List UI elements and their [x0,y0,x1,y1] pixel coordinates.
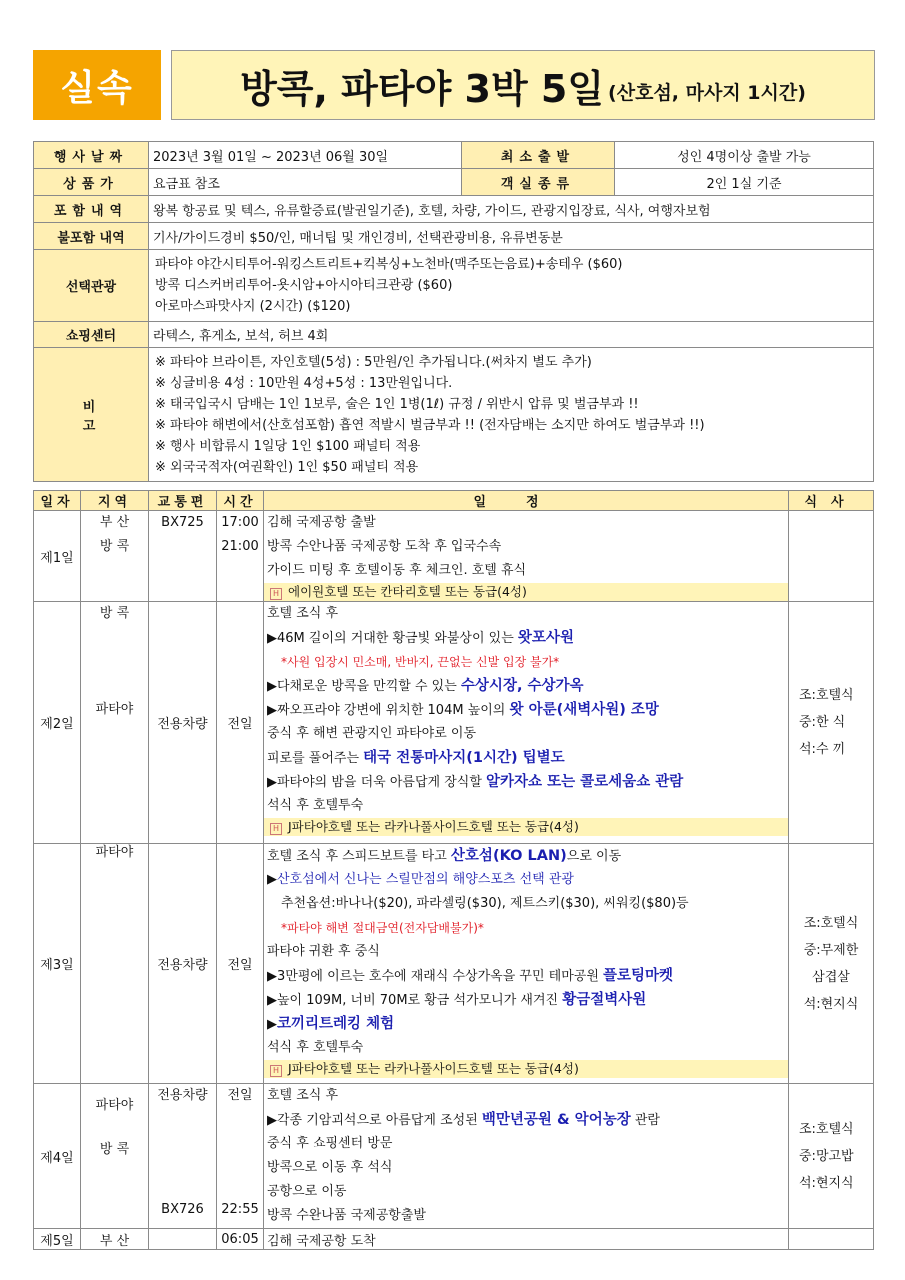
day4-region-2: 방 콕 [99,1142,130,1157]
day2-region-2: 파타야 [95,702,134,717]
shopping-label: 쇼핑센터 [34,322,149,348]
day4-line: 호텔 조식 후 [267,1088,339,1103]
highlight-text: 왓 아룬(새벽사원) 조망 [509,702,659,718]
day4-line: 공항으로 이동 [267,1184,347,1199]
day2-lunch: 중:한 식 [799,715,846,730]
day2-region [81,602,149,844]
day5-schedule: 김해 국제공항 도착 [264,1229,789,1250]
day1-line: 가이드 미팅 후 호텔이동 후 체크인. 호텔 휴식 [267,563,527,578]
day4-label: 제4일 [34,1084,81,1229]
hotel-icon: H [270,588,282,600]
day2-line: ▶짜오프라야 강변에 위치한 104M 높이의 왓 아룬(새벽사원) 조망 [267,702,659,718]
day3-transport: 전용차량 [149,844,217,1084]
itinerary-table [33,490,874,1250]
included-label: 포함내역 [34,196,149,223]
day4-line: 방콕으로 이동 후 석식 [267,1160,393,1175]
col-meal-header: 식사 [789,491,874,511]
price-value: 요금표 참조 [149,169,462,196]
day2-line: 중식 후 해변 관광지인 파타야로 이동 [267,726,477,741]
day2-time: 전일 [217,602,264,844]
day3-line: 호텔 조식 후 스피드보트를 타고 산호섬(KO LAN)으로 이동 [267,848,622,864]
highlight-text: 산호섬에서 신나는 스릴만점의 해양스포츠 선택 관광 [277,872,574,887]
included-value: 왕복 항공료 및 텍스, 유류할증료(발권일기준), 호텔, 차량, 가이드, 관광지입장료, 식사, 여행자보험 [149,196,874,223]
day5-time: 06:05 [217,1229,264,1250]
options-label: 선택관광 [34,250,149,322]
option-item: 파타야 야간시티투어-워킹스트리트+킥복싱+노천바(맥주또는음료)+송테우 ($60) [155,257,623,272]
day4-line: 중식 후 쇼핑센터 방문 [267,1136,393,1151]
day2-warning: *사원 입장시 민소매, 반바지, 끈없는 신발 입장 불가* [281,655,560,669]
min-departure-value: 성인 4명이상 출발 가능 [615,142,874,169]
page-title [171,50,875,120]
day4-transport [149,1084,217,1229]
info-table [33,141,874,482]
day2-row [34,602,874,844]
day3-line: ▶3만평에 이르는 호수에 재래식 수상가옥을 꾸민 테마공원 플로팅마켓 [267,968,674,984]
day1-region-1: 부 산 [99,515,130,530]
min-departure-label: 최소출발 [462,142,615,169]
day1-flight: BX725 [161,515,204,530]
day3-meal [789,844,874,1084]
itinerary-header-row [34,491,874,511]
day1-hotel [264,583,788,601]
day4-lunch: 중:망고밥 [799,1148,854,1164]
day2-hotel-text: J파타야호텔 또는 라카나풀사이드호텔 또는 동급(4성) [288,819,579,834]
period-value: 2023년 3월 01일 ~ 2023년 06월 30일 [149,142,462,169]
day2-line: ▶46M 길이의 거대한 황금빛 와불상이 있는 왓포사원 [267,630,574,646]
col-day-header: 일자 [34,491,81,511]
day2-region-1: 방 콕 [99,606,130,621]
title-subtitle: (산호섬, 마사지 1시간) [608,81,806,104]
day4-line: ▶각종 기암괴석으로 아름답게 조성된 백만년공원 & 악어농장 관람 [267,1112,660,1128]
hotel-icon: H [270,823,282,835]
day5-transport [149,1229,217,1250]
day4-region [81,1084,149,1229]
day3-line: 추천옵션:바나나($20), 파라셀링($30), 제트스키($30), 씨워킹($80)등 [281,896,689,911]
day3-line: 파타야 귀환 후 중식 [267,944,380,959]
note-item: ※ 파타야 해변에서(산호섬포함) 흡연 적발시 벌금부과 !! (전자담배는 소지만 하여도 벌금부과 !!) [155,417,705,433]
info-row-excluded [34,223,874,250]
day4-breakfast: 조:호텔식 [799,1121,854,1137]
highlight-text: 수상시장, 수상가옥 [460,678,584,694]
day2-line: ▶파타야의 밤을 더욱 아름답게 장식할 알카자쇼 또는 콜로세움쇼 관람 [267,774,684,790]
day1-meal [789,511,874,602]
day3-row [34,844,874,1084]
day4-transport-1: 전용차량 [157,1088,208,1103]
day5-meal [789,1229,874,1250]
period-label: 행사날짜 [34,142,149,169]
day5-label: 제5일 [34,1229,81,1250]
day2-dinner: 석:수 끼 [799,742,846,757]
day3-hotel-text: J파타야호텔 또는 라카나풀사이드호텔 또는 동급(4성) [288,1061,579,1076]
options-list [149,250,874,322]
highlight-text: 태국 전통마사지(1시간) 팁별도 [363,750,565,766]
info-row-price [34,169,874,196]
day4-dinner: 석:현지식 [799,1175,854,1191]
day2-label: 제2일 [34,602,81,844]
day4-time-1: 전일 [227,1088,253,1103]
day4-meal [789,1084,874,1229]
note-item: ※ 싱글비용 4성 : 10만원 4성+5성 : 13만원입니다. [155,375,453,391]
hotel-icon: H [270,1065,282,1077]
day4-schedule [264,1084,789,1229]
option-item: 방콕 디스커버리투어-욧시암+아시아티크관광 ($60) [155,278,453,293]
highlight-text: 알카자쇼 또는 콜로세움쇼 관람 [486,774,684,790]
highlight-text: 코끼리트레킹 체험 [277,1016,395,1032]
day2-hotel [264,818,788,836]
info-row-included [34,196,874,223]
day3-line: ▶산호섬에서 신나는 스릴만점의 해양스포츠 선택 관광 [267,872,574,887]
highlight-text: 왓포사원 [517,630,574,646]
room-type-value: 2인 1실 기준 [615,169,874,196]
day1-time-1: 17:00 [221,515,259,530]
day2-breakfast: 조:호텔식 [799,688,854,703]
note-item: ※ 태국입국시 담배는 1인 1보루, 술은 1인 1병(1ℓ) 규정 / 위반시 압류 및 벌금부과 !! [155,396,639,412]
day4-region-1: 파타야 [95,1098,134,1113]
highlight-text: 플로팅마켓 [603,968,674,984]
col-region-header: 지역 [81,491,149,511]
day4-line: 방콕 수완나품 국제공항출발 [267,1208,426,1223]
day3-line: 석식 후 호텔투숙 [267,1040,364,1055]
info-row-period [34,142,874,169]
day5-region: 부 산 [81,1229,149,1250]
day4-time [217,1084,264,1229]
day1-schedule [264,511,789,602]
day2-meal [789,602,874,844]
day3-breakfast: 조:호텔식 [803,915,859,931]
day1-time-2: 21:00 [221,539,259,554]
note-item: ※ 외국국적자(여권확인) 1인 $50 패널티 적용 [155,459,419,475]
day3-region [81,844,149,1084]
day2-line: 석식 후 호텔투숙 [267,798,364,813]
day1-hotel-text: 에이원호텔 또는 칸타리호텔 또는 동급(4성) [288,584,527,599]
day1-line: 방콕 수안나품 국제공항 도착 후 입국수속 [267,539,502,554]
excluded-value: 기사/가이드경비 $50/인, 매너팁 및 개인경비, 선택관광비용, 유류변동분 [149,223,874,250]
day1-region [81,511,149,602]
day4-time-2: 22:55 [221,1202,259,1217]
day3-schedule [264,844,789,1084]
col-schedule-header: 일정 [264,491,789,511]
day1-transport [149,511,217,602]
day3-region-1: 파타야 [95,845,134,860]
day2-schedule [264,602,789,844]
day1-time [217,511,264,602]
day3-hotel [264,1060,788,1078]
info-row-notes [34,348,874,482]
title-main: 방콕, 파타야 3박 5일 [240,66,605,111]
highlight-text: 백만년공원 & 악어농장 [481,1112,631,1128]
day2-line: ▶다채로운 방콕을 만끽할 수 있는 수상시장, 수상가옥 [267,678,584,694]
day3-lunch-detail: 삼겹살 [812,969,850,985]
info-row-options [34,250,874,322]
note-item: ※ 파타야 브라이튼, 자인호텔(5성) : 5만원/인 추가됩니다.(써차지 별도 추가) [155,354,592,370]
day1-label: 제1일 [34,511,81,602]
day3-lunch: 중:무제한 [803,942,859,958]
day5-row [34,1229,874,1250]
day3-label: 제3일 [34,844,81,1084]
col-transport-header: 교통편 [149,491,217,511]
day3-line: ▶높이 109M, 너비 70M로 황금 석가모니가 새겨진 황금절벽사원 [267,992,647,1008]
highlight-text: 산호섬(KO LAN) [450,848,567,864]
day2-line: 피로를 풀어주는 태국 전통마사지(1시간) 팁별도 [267,750,565,766]
day1-row [34,511,874,602]
day2-transport: 전용차량 [149,602,217,844]
price-label: 상품가 [34,169,149,196]
day3-dinner: 석:현지식 [803,996,859,1012]
day3-time: 전일 [217,844,264,1084]
room-type-label: 객실종류 [462,169,615,196]
day3-warning: *파타야 해변 절대금연(전자담배불가)* [281,921,484,935]
day2-line: 호텔 조식 후 [267,606,339,621]
day1-line: 김해 국제공항 출발 [267,515,376,530]
shopping-value: 라텍스, 휴게소, 보석, 허브 4회 [149,322,874,348]
notes-label: 비고 [34,348,149,482]
note-item: ※ 행사 비합류시 1일당 1인 $100 패널티 적용 [155,438,421,454]
option-item: 아로마스파맛사지 (2시간) ($120) [155,299,351,314]
highlight-text: 황금절벽사원 [562,992,647,1008]
notes-list [149,348,874,482]
day1-region-2: 방 콕 [99,539,130,554]
col-time-header: 시간 [217,491,264,511]
day4-flight: BX726 [161,1202,204,1217]
info-row-shopping [34,322,874,348]
header-badge: 실속 [33,50,161,120]
day4-row [34,1084,874,1229]
excluded-label: 불포함 내역 [34,223,149,250]
day3-line: ▶코끼리트레킹 체험 [267,1016,395,1032]
